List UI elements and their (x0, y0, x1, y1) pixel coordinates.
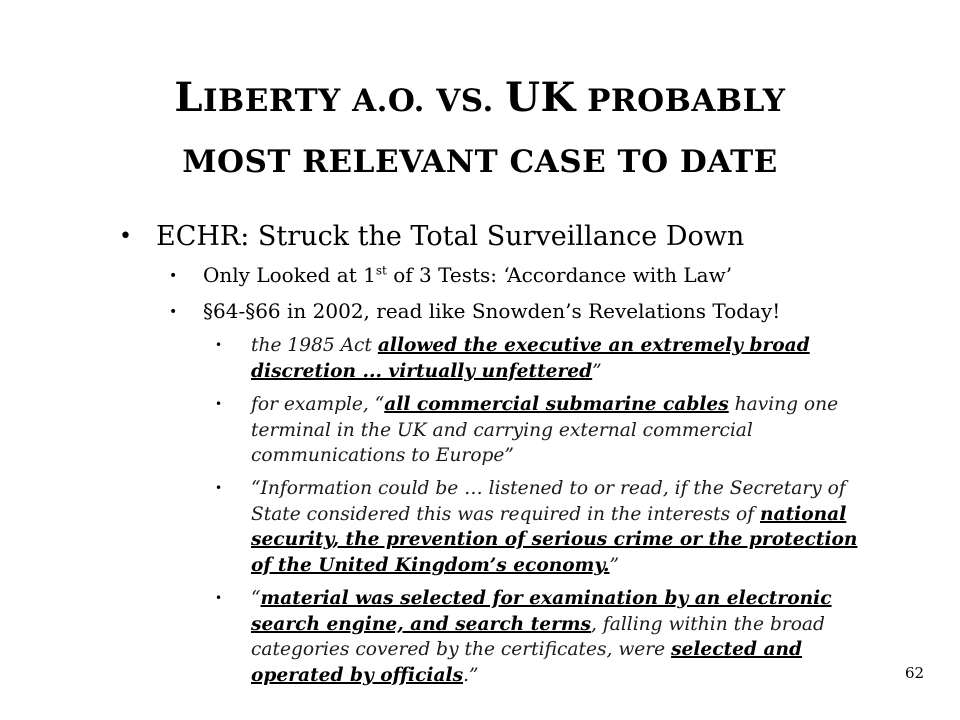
bullet-text: §64-§66 in 2002, read like Snowden’s Revelations Today! (203, 299, 781, 323)
quote-item (215, 392, 871, 469)
quote-item (215, 476, 871, 578)
quote-segment: having one terminal in the UK and carrying external commercial communications to Europe” (251, 394, 839, 466)
bullet-level1 (119, 220, 745, 254)
bullet-dot: • (169, 268, 178, 284)
quote-text (251, 588, 832, 686)
quote-segment: , falling within the broad categories covered by the certificates, were (251, 613, 825, 660)
bullet-level2 (169, 260, 733, 290)
bullet-dot: • (215, 397, 223, 411)
bullet-text-pre: Only Looked at 1 (203, 263, 376, 287)
quote-segment: ” (592, 360, 602, 382)
title-segment: UK (505, 74, 576, 121)
bullet-level2 (169, 296, 781, 326)
quote-segment: for example, “ (251, 394, 385, 415)
quote-segment: the 1985 Act (251, 335, 378, 356)
quote-segment: “ (251, 588, 261, 609)
bullet-text-post: of 3 Tests: ‘Accordance with Law’ (386, 263, 733, 287)
emphasized-text: allowed the executive an extremely broad discretion ... virtually unfettered (251, 335, 810, 382)
quote-text (251, 478, 857, 576)
title-segment: IBERTY A.O. VS. (203, 83, 506, 119)
ordinal-suffix: st (375, 263, 387, 278)
quote-segment: “Information could be … listened to or read, if the Secretary of State considered this was required in the interests of (251, 478, 846, 525)
emphasized-text: selected and operated by officials (251, 639, 803, 686)
quote-text (251, 394, 838, 466)
quote-item (215, 586, 871, 688)
bullet-dot: • (215, 591, 223, 605)
quote-item (215, 333, 871, 384)
title-segment: PROBABLY (575, 83, 786, 119)
bullet-dot: • (169, 304, 178, 320)
bullet-dot: • (215, 338, 223, 352)
bullet-dot: • (215, 481, 223, 495)
quote-text (251, 335, 810, 382)
emphasized-text: all commercial submarine cables (384, 394, 729, 415)
emphasized-text: national security, the prevention of serious crime or the protection of the United Kingdom’s economy. (251, 503, 858, 576)
emphasized-text: material was selected for examination by an electronic search engine, and search terms (251, 588, 832, 635)
quote-segment: ” (609, 554, 620, 576)
quote-segment: .” (463, 664, 479, 686)
title-segment: L (174, 74, 204, 121)
page-number: 62 (905, 664, 925, 682)
bullet-dot: • (119, 224, 132, 249)
bullet-text: ECHR: Struck the Total Surveillance Down (156, 221, 745, 252)
title-line-2: MOST RELEVANT CASE TO DATE (182, 144, 778, 180)
